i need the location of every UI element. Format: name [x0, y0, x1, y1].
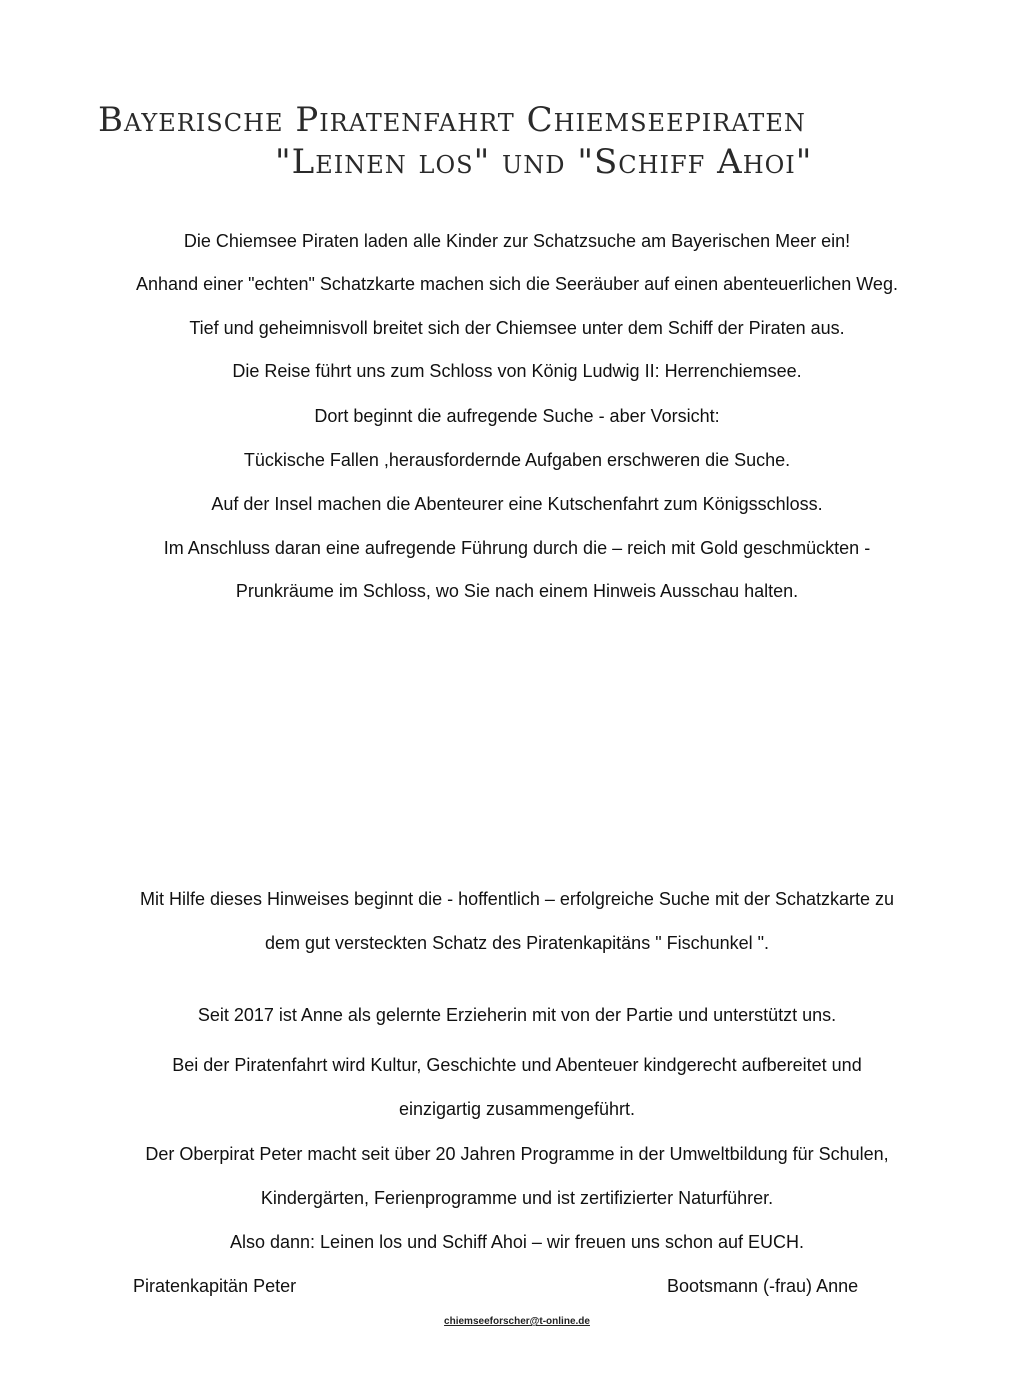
outro-line: Kindergärten, Ferienprogramme und ist zertifizierter Naturführer.: [260, 1188, 774, 1208]
outro-line: einzigartig zusammengeführt.: [398, 1099, 636, 1119]
intro-line: Die Reise führt uns zum Schloss von König Ludwig II: Herrenchiemsee.: [232, 361, 802, 381]
signature-right: Bootsmann (-frau) Anne: [667, 1276, 859, 1296]
intro-line: Auf der Insel machen die Abenteurer eine Kutschenfahrt zum Königsschloss.: [211, 494, 823, 514]
intro-line: Die Chiemsee Piraten laden alle Kinder zur Schatzsuche am Bayerischen Meer ein!: [183, 231, 851, 251]
outro-line: dem gut versteckten Schatz des Piratenkapitäns " Fischunkel ".: [264, 933, 770, 953]
intro-line: Prunkräume im Schloss, wo Sie nach einem Hinweis Ausschau halten.: [235, 581, 799, 601]
intro-line: Im Anschluss daran eine aufregende Führung durch die – reich mit Gold geschmückten -: [163, 538, 871, 558]
outro-line: Der Oberpirat Peter macht seit über 20 Jahren Programme in der Umweltbildung für Schulen,: [145, 1144, 889, 1164]
outro-line: Bei der Piratenfahrt wird Kultur, Geschichte und Abenteuer kindgerecht aufbereitet und: [172, 1055, 862, 1075]
intro-line: Tief und geheimnisvoll breitet sich der Chiemsee unter dem Schiff der Piraten aus.: [189, 318, 845, 338]
outro-line: Also dann: Leinen los und Schiff Ahoi – wir freuen uns schon auf EUCH.: [229, 1232, 804, 1252]
title-line-2: "Leinen los" und "Schiff Ahoi": [275, 142, 813, 182]
intro-line: Tückische Fallen ,herausfordernde Aufgaben erschweren die Suche.: [243, 450, 791, 470]
outro-line: Seit 2017 ist Anne als gelernte Erzieherin mit von der Partie und unterstützt uns.: [197, 1005, 837, 1025]
title-line-1: Bayerische Piratenfahrt Chiemseepiraten: [98, 100, 806, 140]
intro-line: Dort beginnt die aufregende Suche - aber Vorsicht:: [314, 406, 720, 426]
outro-line: Mit Hilfe dieses Hinweises beginnt die - hoffentlich – erfolgreiche Suche mit der Schatzkarte zu: [139, 889, 895, 909]
intro-line: Anhand einer "echten" Schatzkarte machen sich die Seeräuber auf einen abenteuerlichen Weg.: [136, 274, 898, 294]
signature-left: Piratenkapitän Peter: [133, 1276, 297, 1296]
contact-email-link[interactable]: chiemseeforscher@t-online.de: [444, 1316, 590, 1327]
